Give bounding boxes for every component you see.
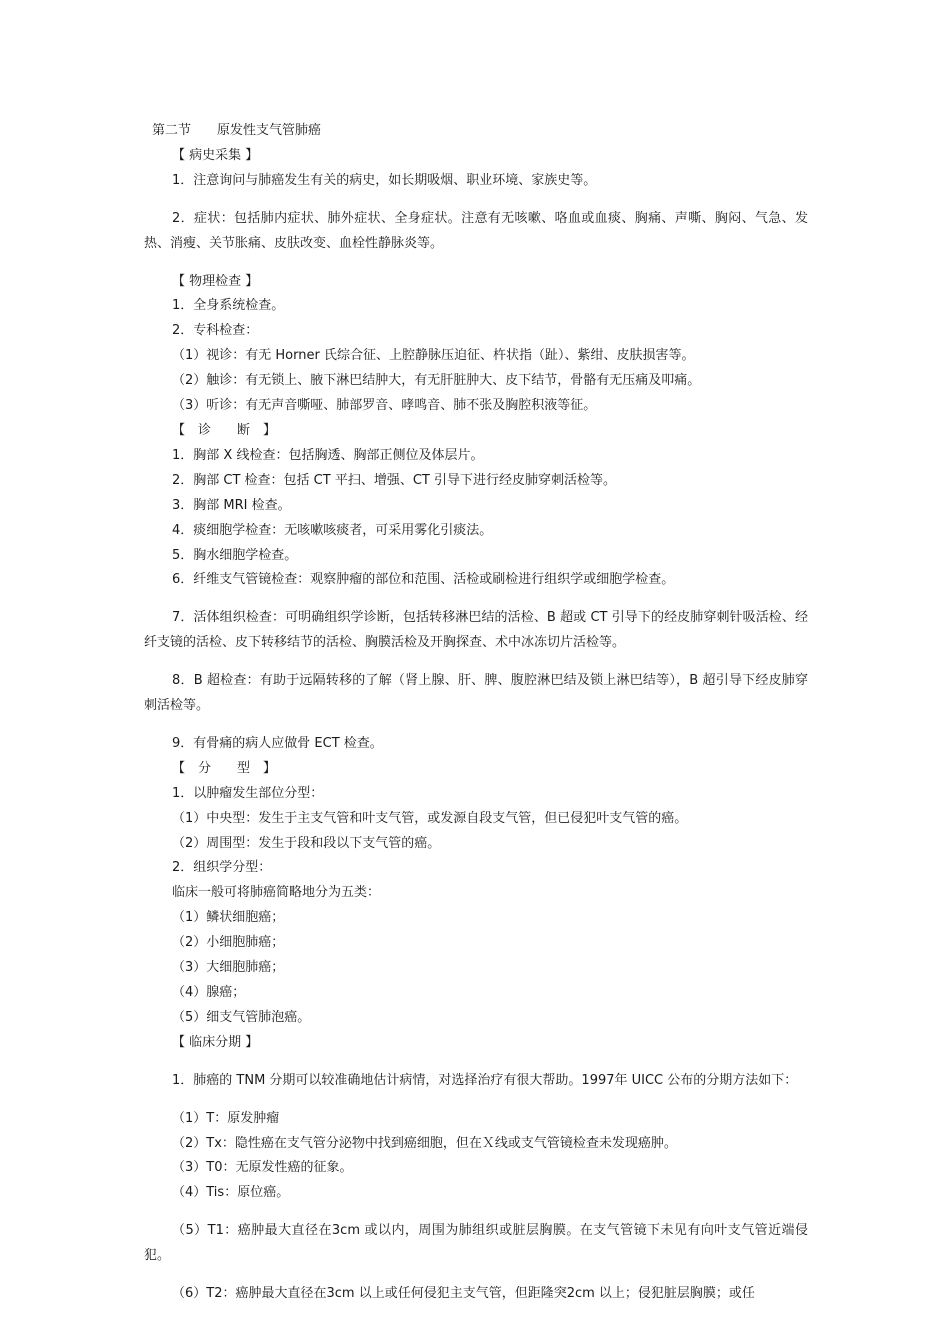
paragraph: （2）周围型：发生于段和段以下支气管的癌。 [172,835,441,851]
paragraph: 临床一般可将肺癌简略地分为五类： [172,885,381,901]
paragraph: （2）触诊：有无锁上、腋下淋巴结肿大，有无肝脏肿大、皮下结节，骨骼有无压痛及叩痛。 [172,373,701,389]
list-item: （2）小细胞肺癌； [172,935,285,951]
paragraph: （4）Tis：原位癌。 [172,1185,290,1201]
paragraph: 1．全身系统检查。 [172,298,285,314]
paragraph: 2．胸部 CT 检查：包括 CT 平扫、增强、CT 引导下进行经皮肺穿刺活检等。 [172,472,616,488]
paragraph: （3）T0：无原发性癌的征象。 [172,1160,353,1176]
list-item: （5）细支气管肺泡癌。 [172,1009,311,1025]
paragraph: 2．专科检查： [172,323,259,339]
heading-exam: 【 物理检查 】 [172,273,259,289]
paragraph: 5．胸水细胞学检查。 [172,547,298,563]
paragraph: （5）T1：癌肿最大直径在3cm 或以内，周围为肺组织或脏层胸膜。在支气管镜下未见有向叶支气管近端侵犯。 [144,1223,808,1264]
list-item: （4）腺癌； [172,985,246,1000]
paragraph: （6）T2：癌肿最大直径在3cm 以上或任何侵犯主支气管，但距隆突2cm 以上；侵犯脏层胸膜；或任 [172,1286,755,1302]
section-number: 第二节 [152,123,192,138]
section-title [144,119,808,144]
heading-staging: 【 临床分期 】 [172,1034,259,1050]
paragraph: 2．症状：包括肺内症状、肺外症状、全身症状。注意有无咳嗽、咯血或血痰、胸痛、声嘶、胸闷、气急、发热、消瘦、关节胀痛、皮肤改变、血栓性静脉炎等。 [144,210,808,251]
list-item: （3）大细胞肺癌； [172,960,285,976]
paragraph: 1．胸部 X 线检查：包括胸透、胸部正侧位及体层片。 [172,447,484,463]
section-name: 原发性支气管肺癌 [217,123,322,138]
paragraph: 4．痰细胞学检查：无咳嗽咳痰者，可采用雾化引痰法。 [172,522,493,538]
paragraph: （1）视诊：有无 Horner 氏综合征、上腔静脉压迫征、杵状指（趾）、紫绀、皮肤损害等。 [172,348,695,364]
paragraph: 6．纤维支气管镜检查：观察肿瘤的部位和范围、活检或刷检进行组织学或细胞学检查。 [172,572,675,588]
heading-types: 【 分 型 】 [172,760,277,776]
heading-diagnosis: 【 诊 断 】 [172,422,277,438]
document-body [144,119,808,1307]
paragraph: 2．组织学分型： [172,860,272,876]
paragraph: （1）T：原发肿瘤 [172,1110,280,1126]
paragraph: （1）中央型：发生于主支气管和叶支气管，或发源自段支气管，但已侵犯叶支气管的癌。 [172,810,688,826]
paragraph: 1．肺癌的 TNM 分期可以较准确地估计病情，对选择治疗有很大帮助。1997年 UICC 公布的分期方法如下： [172,1072,798,1088]
list-item: （1）鳞状细胞癌； [172,910,285,926]
paragraph: 7．活体组织检查：可明确组织学诊断，包括转移淋巴结的活检、B 超或 CT 引导下的经皮肺穿刺针吸活检、经纤支镜的活检、皮下转移结节的活检、胸膜活检及开胸探查、术中冰冻切片活检等。 [144,610,808,651]
paragraph: （2）Tx：隐性癌在支气管分泌物中找到癌细胞，但在Ｘ线或支气管镜检查未发现癌肿。 [172,1135,677,1151]
paragraph: （3）听诊：有无声音嘶哑、肺部罗音、哮鸣音、肺不张及胸腔积液等征。 [172,398,597,414]
paragraph: 8．B 超检查：有助于远隔转移的了解（肾上腺、肝、脾、腹腔淋巴结及锁上淋巴结等），B 超引导下经皮肺穿刺活检等。 [144,673,808,714]
paragraph: 3．胸部 MRI 检查。 [172,497,291,513]
paragraph: 9．有骨痛的病人应做骨 ECT 检查。 [172,735,383,751]
paragraph: 1．以肿瘤发生部位分型： [172,785,324,801]
heading-history: 【 病史采集 】 [172,147,259,163]
paragraph: 1．注意询问与肺癌发生有关的病史，如长期吸烟、职业环境、家族史等。 [172,172,597,188]
